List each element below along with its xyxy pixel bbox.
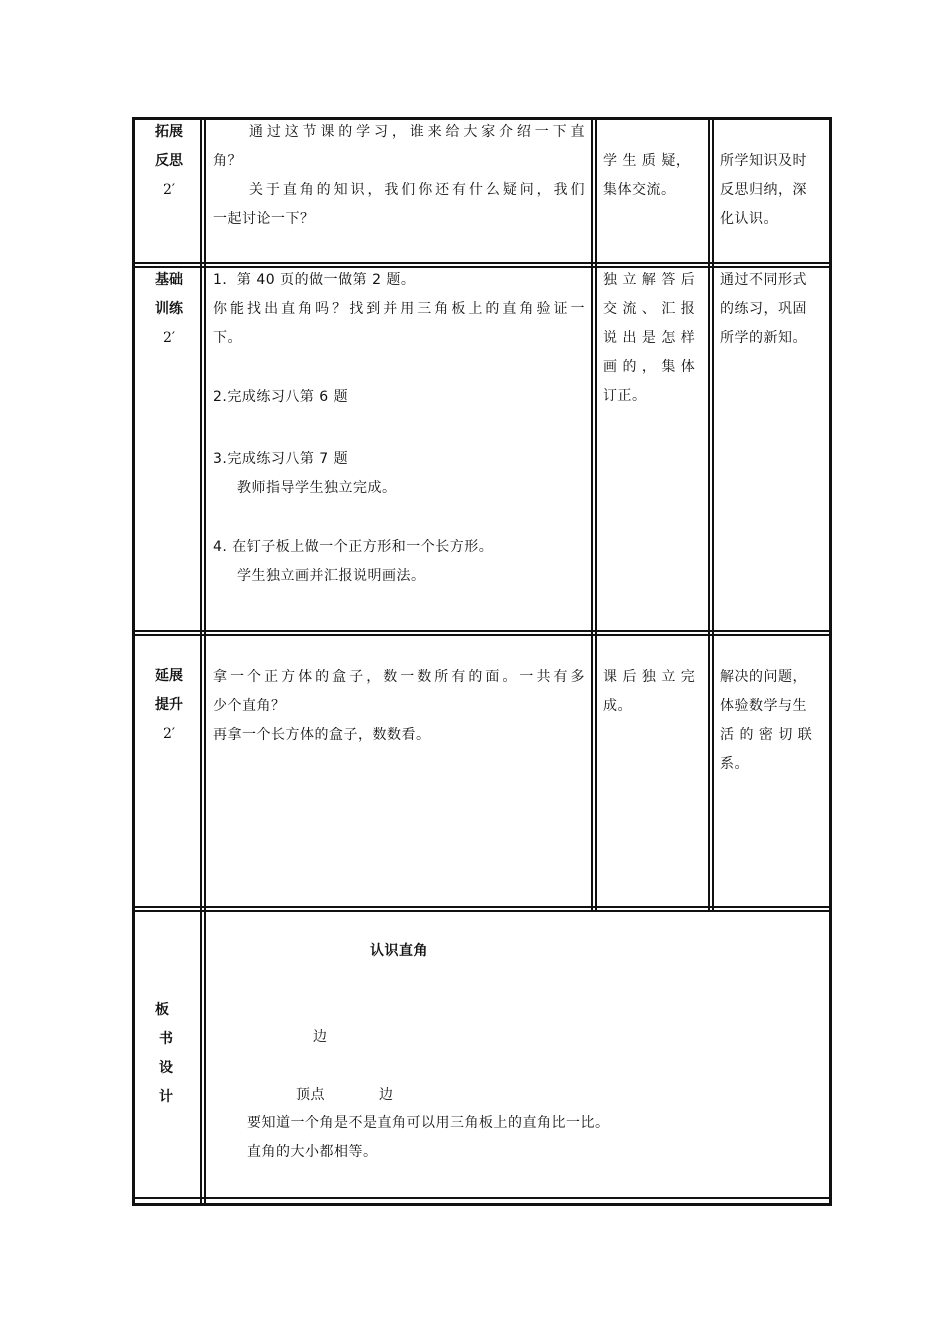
- intent-line: 所学知识及时: [720, 153, 807, 169]
- student-line: 说 出 是 怎 样: [603, 330, 696, 346]
- board-note: 直角的大小都相等。: [247, 1144, 378, 1160]
- board-label-char: 书: [159, 1031, 173, 1047]
- student-line: 订正。: [603, 388, 647, 404]
- content-line: 一起讨论一下？: [213, 211, 315, 227]
- row-label-basic-training: [139, 266, 199, 353]
- row-duration: 2′: [162, 330, 176, 346]
- board-edge-label: 边: [379, 1087, 394, 1103]
- student-line: 交 流 、 汇 报: [603, 301, 696, 317]
- student-line: 成。: [603, 698, 632, 714]
- intent-line: 化认识。: [720, 211, 778, 227]
- intent-line: 活 的 密 切 联: [720, 727, 813, 743]
- column-rule: [200, 119, 202, 1204]
- row-rule: [135, 634, 829, 636]
- row-rule: [135, 1197, 829, 1199]
- row-rule: [135, 630, 829, 632]
- content-line: 3.完成练习八第 7 题: [213, 451, 349, 467]
- content-line: 下。: [213, 330, 242, 346]
- content-line: 通过这节课的学习，谁来给大家介绍一下直: [249, 124, 585, 140]
- row-rule: [135, 262, 829, 264]
- row-student-activity: [603, 663, 703, 721]
- row-label-line: 提升: [155, 697, 183, 713]
- column-rule: [708, 119, 710, 910]
- intent-line: 体验数学与生: [720, 698, 807, 714]
- content-line: 少个直角？: [213, 698, 286, 714]
- student-line: 画 的 ， 集 体: [603, 359, 696, 375]
- row-rule: [135, 910, 829, 912]
- board-label-char: 计: [159, 1089, 173, 1105]
- intent-line: 系。: [720, 756, 749, 772]
- content-line: 2.完成练习八第 6 题: [213, 389, 349, 405]
- column-rule: [204, 119, 206, 1204]
- row-label-line: 延展: [155, 668, 183, 684]
- student-line: 学 生 质 疑，: [603, 153, 691, 169]
- row-duration: 2′: [162, 182, 176, 198]
- board-title: 认识直角: [370, 943, 428, 959]
- row-label-extension-reflection: [139, 118, 199, 205]
- column-rule: [595, 119, 597, 910]
- intent-line: 通过不同形式: [720, 272, 807, 288]
- content-line: 1．第 40 页的做一做第 2 题。: [213, 272, 416, 288]
- intent-line: 所学的新知。: [720, 330, 807, 346]
- row-content-extension-improvement: [213, 663, 585, 750]
- row-rule: [135, 906, 829, 908]
- row-student-activity: [603, 147, 703, 205]
- content-line: 教师指导学生独立完成。: [237, 480, 397, 496]
- content-line: 角？: [213, 153, 242, 169]
- row-label-extension-improvement: [139, 662, 199, 749]
- intent-line: 解决的问题，: [720, 669, 807, 685]
- row-label-line: 反思: [155, 153, 183, 169]
- student-line: 独 立 解 答 后: [603, 272, 696, 288]
- row-student-activity: [603, 266, 703, 411]
- board-vertex-label: 顶点: [296, 1087, 325, 1103]
- content-line: 你能找出直角吗？找到并用三角板上的直角验证一: [213, 301, 585, 317]
- board-design-label: [136, 996, 196, 1112]
- row-content-extension-reflection: [213, 118, 585, 234]
- intent-line: 的练习，巩固: [720, 301, 807, 317]
- row-label-line: 基础: [155, 272, 183, 288]
- row-label-line: 训练: [155, 301, 183, 317]
- row-content-basic-training: [213, 266, 585, 591]
- board-label-char: 板: [155, 1002, 169, 1018]
- column-rule: [591, 119, 593, 910]
- intent-line: 反思归纳，深: [720, 182, 807, 198]
- student-line: 集体交流。: [603, 182, 676, 198]
- row-design-intent: [720, 663, 826, 779]
- board-label-char: 设: [159, 1060, 173, 1076]
- column-rule: [712, 119, 714, 910]
- student-line: 课 后 独 立 完: [603, 669, 696, 685]
- row-duration: 2′: [162, 726, 176, 742]
- row-design-intent: [720, 147, 826, 234]
- board-note: 要知道一个角是不是直角可以用三角板上的直角比一比。: [247, 1115, 610, 1131]
- content-line: 拿一个正方体的盒子，数一数所有的面。一共有多: [213, 669, 585, 685]
- content-line: 关于直角的知识，我们你还有什么疑问，我们: [249, 182, 585, 198]
- content-line: 4. 在钉子板上做一个正方形和一个长方形。: [213, 539, 494, 555]
- row-design-intent: [720, 266, 826, 353]
- board-edge-label: 边: [313, 1029, 328, 1045]
- content-line: 再拿一个长方体的盒子，数数看。: [213, 727, 431, 743]
- content-line: 学生独立画并汇报说明画法。: [237, 568, 426, 584]
- row-label-line: 拓展: [155, 124, 183, 140]
